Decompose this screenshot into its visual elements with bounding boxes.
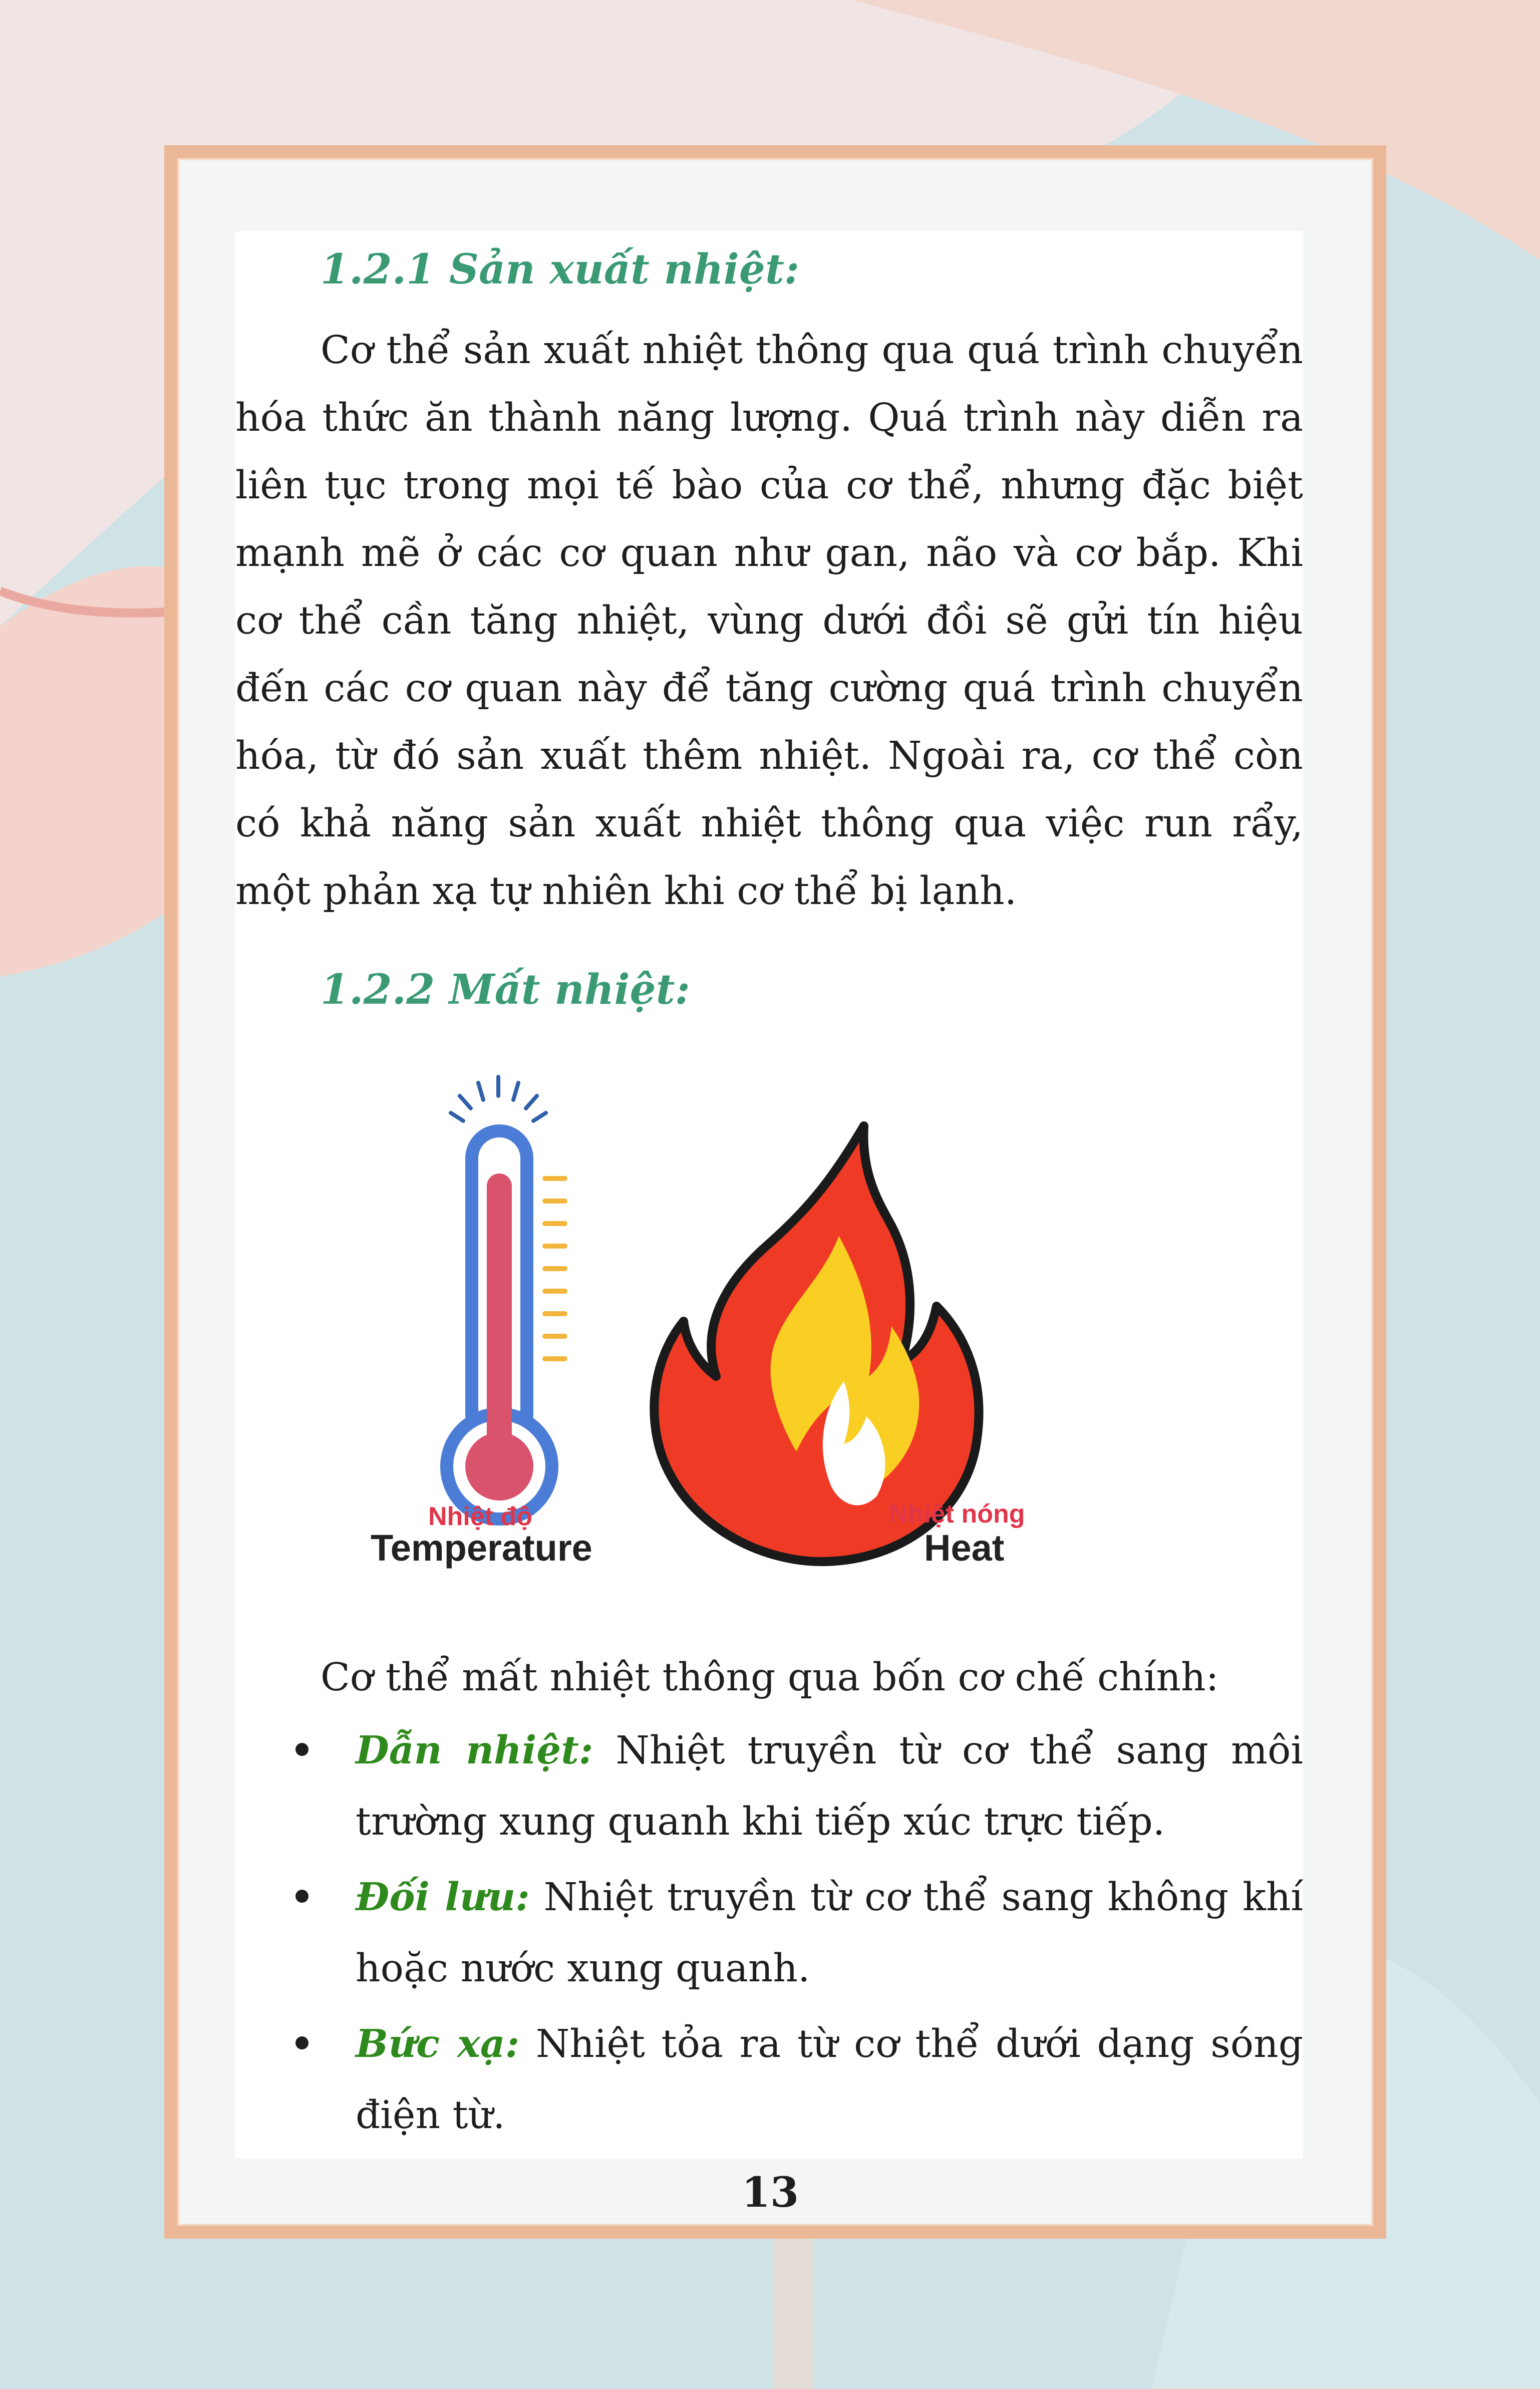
page-number: 13 <box>741 2169 799 2217</box>
heat-production-paragraph: Cơ thể sản xuất nhiệt thông qua quá trình chuyển hóa thức ăn thành năng lượng. Quá trình này diễn ra liên tục trong mọi tế bào của cơ thể, nhưng đặc biệt mạnh mẽ ở các cơ quan như gan, não và cơ bắp. Khi cơ thể cần tăng nhiệt, vùng dưới đồi sẽ gửi tín hiệu đến các cơ quan này để tăng cường quá trình chuyển hóa, từ đó sản xuất thêm nhiệt. Ngoài ra, cơ thể còn có khả năng sản xuất nhiệt thông qua việc run rẩy, một phản xạ tự nhiên khi cơ thể bị lạnh. <box>235 328 1303 914</box>
term-convection: Đối lưu: <box>356 1875 530 1920</box>
list-item-conduction <box>235 1715 1303 1858</box>
term-radiation: Bức xạ: <box>356 2021 520 2066</box>
description-radiation: Nhiệt tỏa ra từ cơ thể dưới dạng sóng điện từ. <box>356 2022 1303 2138</box>
list-item-convection <box>235 1862 1303 2004</box>
section-heading-heat-production: 1.2.1 Sản xuất nhiệt: <box>321 245 800 293</box>
temperature-heat-illustration <box>300 1071 1222 1617</box>
description-conduction: Nhiệt truyền từ cơ thể sang môi trường xung quanh khi tiếp xúc trực tiếp. <box>356 1728 1303 1844</box>
section-heading-heat-loss: 1.2.2 Mất nhiệt: <box>321 966 690 1014</box>
bullet-icon <box>295 1743 309 1756</box>
heat-label-vi: Nhiệt nóng <box>889 1500 1025 1529</box>
thermometer-icon <box>447 1077 565 1519</box>
term-conduction: Dẫn nhiệt: <box>356 1728 593 1773</box>
heat-label-en: Heat <box>924 1527 1005 1569</box>
bullet-icon <box>295 2036 309 2049</box>
description-convection: Nhiệt truyền từ cơ thể sang không khí hoặc nước xung quanh. <box>356 1875 1303 1991</box>
heat-loss-mechanisms-list <box>235 1715 1303 2155</box>
flame-icon <box>654 1126 979 1562</box>
temperature-label-en: Temperature <box>371 1527 592 1569</box>
bullet-icon <box>295 1890 309 1903</box>
heat-loss-intro: Cơ thể mất nhiệt thông qua bốn cơ chế chính: <box>321 1655 1219 1700</box>
temperature-label-vi: Nhiệt độ <box>428 1502 532 1531</box>
list-item-radiation <box>235 2008 1303 2151</box>
